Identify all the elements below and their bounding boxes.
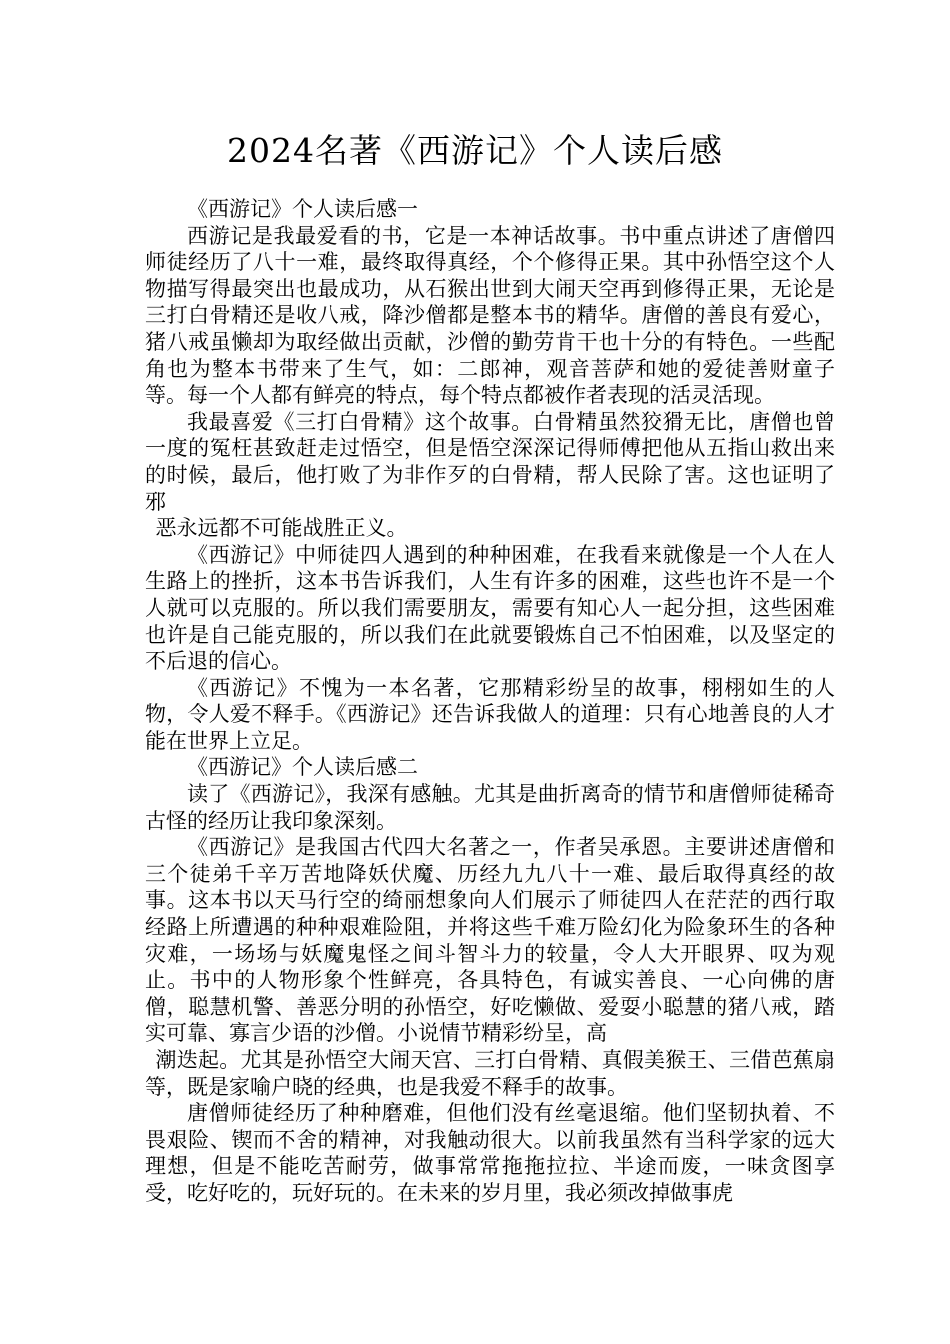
paragraph: 西游记是我最爱看的书，它是一本神话故事。书中重点讲述了唐僧四师徒经历了八十一难，最终取得真经，个个修得正果。其中孙悟空这个人物描写得最突出也最成功，从石猴出世到大闹天空再到修得正果，无论是三打白骨精还是收八戒，降沙僧都是整本书的精华。唐僧的善良有爱心，猪八戒虽懒却为取经做出贡献，沙僧的勤劳肯干也十分的有特色。一些配角也为整本书带来了生气，如：二郎神，观音菩萨和她的爱徒善财童子等。每一个人都有鲜亮的特点，每个特点都被作者表现的活灵活现。: [145, 223, 835, 408]
section-heading-one: 《西游记》个人读后感一: [187, 197, 418, 221]
paragraph-continuation: 潮迭起。尤其是孙悟空大闹天宫、三打白骨精、真假美猴王、三借芭蕉扇等，既是家喻户晓的经典，也是我爱不释手的故事。: [145, 1048, 835, 1099]
paragraph: 《西游记》是我国古代四大名著之一，作者吴承恩。主要讲述唐僧和三个徒弟千辛万苦地降妖伏魔、历经九九八十一难、最后取得真经的故事。这本书以天马行空的绮丽想象向人们展示了师徒四人在茫茫的西行取经路上所遭遇的种种艰难险阻，并将这些千难万险幻化为险象环生的各种灾难，一场场与妖魔鬼怪之间斗智斗力的较量，令人大开眼界、叹为观止。书中的人物形象个性鲜亮，各具特色，有诚实善良、一心向佛的唐僧，聪慧机警、善恶分明的孙悟空，好吃懒做、爱耍小聪慧的猪八戒，踏实可靠、寡言少语的沙僧。小说情节精彩纷呈，高: [145, 835, 835, 1046]
paragraph-continuation: 恶永远都不可能战胜正义。: [155, 516, 408, 541]
document-body: [145, 196, 835, 1207]
paragraph: 读了《西游记》，我深有感触。尤其是曲折离奇的情节和唐僧师徒稀奇古怪的经历让我印象深刻。: [145, 782, 835, 833]
document-title: 2024名著《西游记》个人读后感: [227, 131, 723, 170]
section-heading-two: 《西游记》个人读后感二: [187, 755, 418, 780]
paragraph: 唐僧师徒经历了种种磨难，但他们没有丝毫退缩。他们坚韧执着、不畏艰险、锲而不舍的精神，对我触动很大。以前我虽然有当科学家的远大理想，但是不能吃苦耐劳，做事常常拖拖拉拉、半途而废，一味贪图享受，吃好吃的，玩好玩的。在未来的岁月里，我必须改掉做事虎: [145, 1101, 835, 1205]
paragraph: 《西游记》不愧为一本名著，它那精彩纷呈的故事，栩栩如生的人物，令人爱不释手。《西游记》还告诉我做人的道理：只有心地善良的人才能在世界上立足。: [145, 675, 835, 753]
paragraph: 《西游记》中师徒四人遇到的种种困难，在我看来就像是一个人在人生路上的挫折，这本书告诉我们，人生有许多的困难，这些也许不是一个人就可以克服的。所以我们需要朋友，需要有知心人一起分担，这些困难也许是自己能克服的，所以我们在此就要锻炼自己不怕困难，以及坚定的不后退的信心。: [145, 542, 835, 674]
paragraph: 我最喜爱《三打白骨精》这个故事。白骨精虽然狡猾无比，唐僧也曾一度的冤枉甚致赶走过悟空，但是悟空深深记得师傅把他从五指山救出来的时候，最后，他打败了为非作歹的白骨精，帮人民除了害。这也证明了邪: [145, 409, 835, 514]
